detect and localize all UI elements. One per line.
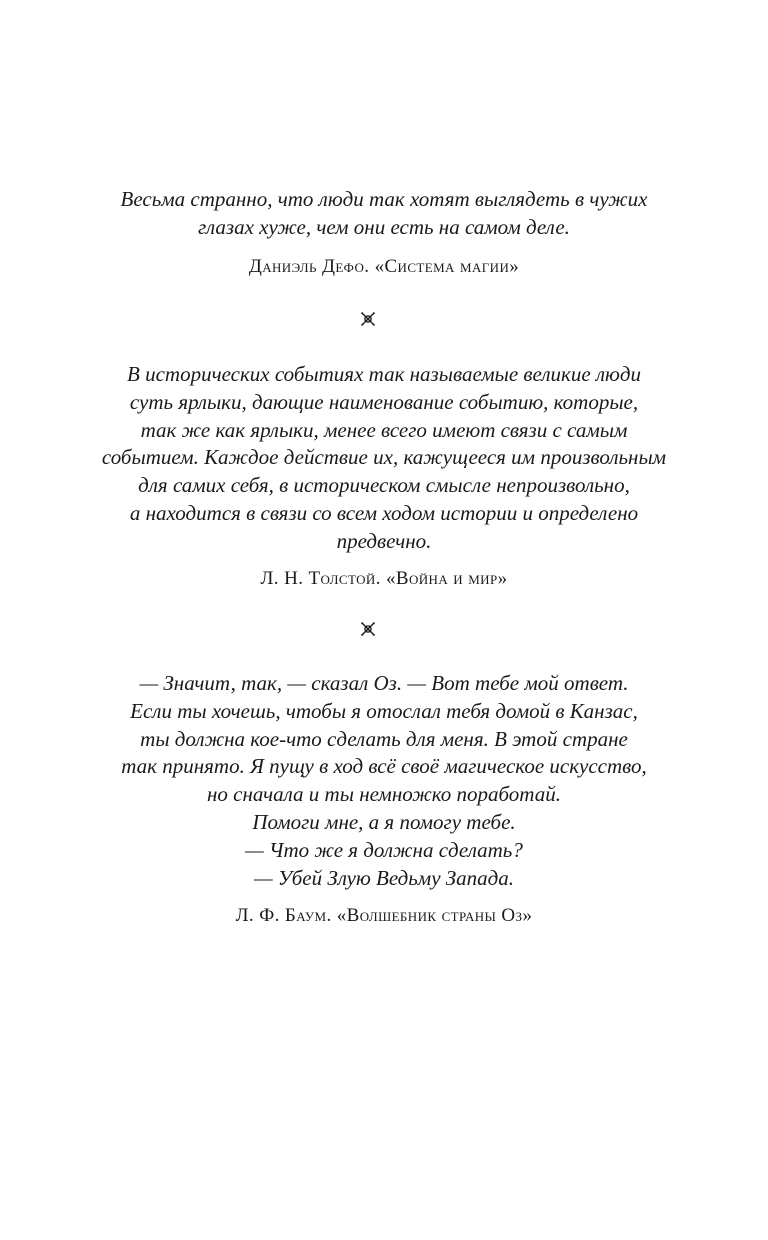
quote-line: для самих себя, в историческом смысле непроизвольно,: [138, 473, 630, 498]
quote-line: Если ты хочешь, чтобы я отослал тебя домой в Канзас,: [130, 698, 638, 723]
fleuron-icon: [360, 311, 376, 327]
epigraph-attribution: Л. Ф. Баум. «Волшебник страны Оз»: [235, 905, 533, 927]
epigraph-baum: [84, 670, 684, 928]
quote-line: В исторических событиях так называемые великие люди: [127, 362, 641, 386]
quote-line: — Значит, так, — сказал Оз. — Вот тебе мой ответ.: [139, 671, 629, 695]
epigraph-attribution: Даниэль Дефо. «Система магии»: [248, 255, 520, 277]
epigraph-quote: [84, 670, 684, 892]
epigraph-attribution: Л. Н. Толстой. «Война и мир»: [260, 567, 508, 589]
quote-line: Весьма странно, что люди так хотят выглядеть в чужих: [120, 187, 648, 211]
quote-line: так же как ярлыки, менее всего имеют связи с самым: [140, 417, 628, 442]
quote-line: так принято. Я пущу в ход всё своё магическое искусство,: [121, 754, 647, 779]
quote-line: Помоги мне, а я помогу тебе.: [252, 809, 516, 834]
fleuron-icon: [360, 621, 376, 637]
epigraph-defoe: [84, 186, 684, 279]
quote-line: предвечно.: [336, 528, 432, 553]
quote-line: но сначала и ты немножко поработай.: [207, 782, 561, 807]
epigraph-quote: [84, 361, 684, 556]
epigraph-quote: [84, 186, 684, 242]
quote-line: а находится в связи со всем ходом истории и определено: [129, 500, 639, 525]
quote-line: глазах хуже, чем они есть на самом деле.: [198, 214, 570, 239]
epigraph-tolstoy: [84, 361, 684, 591]
quote-line: событием. Каждое действие их, кажущееся им произвольным: [101, 445, 667, 470]
quote-line: — Убей Злую Ведьму Запада.: [253, 865, 515, 890]
quote-line: ты должна кое-что сделать для меня. В этой стране: [140, 726, 628, 751]
quote-line: — Что же я должна сделать?: [245, 837, 523, 862]
quote-line: суть ярлыки, дающие наименование событию, которые,: [129, 389, 639, 414]
